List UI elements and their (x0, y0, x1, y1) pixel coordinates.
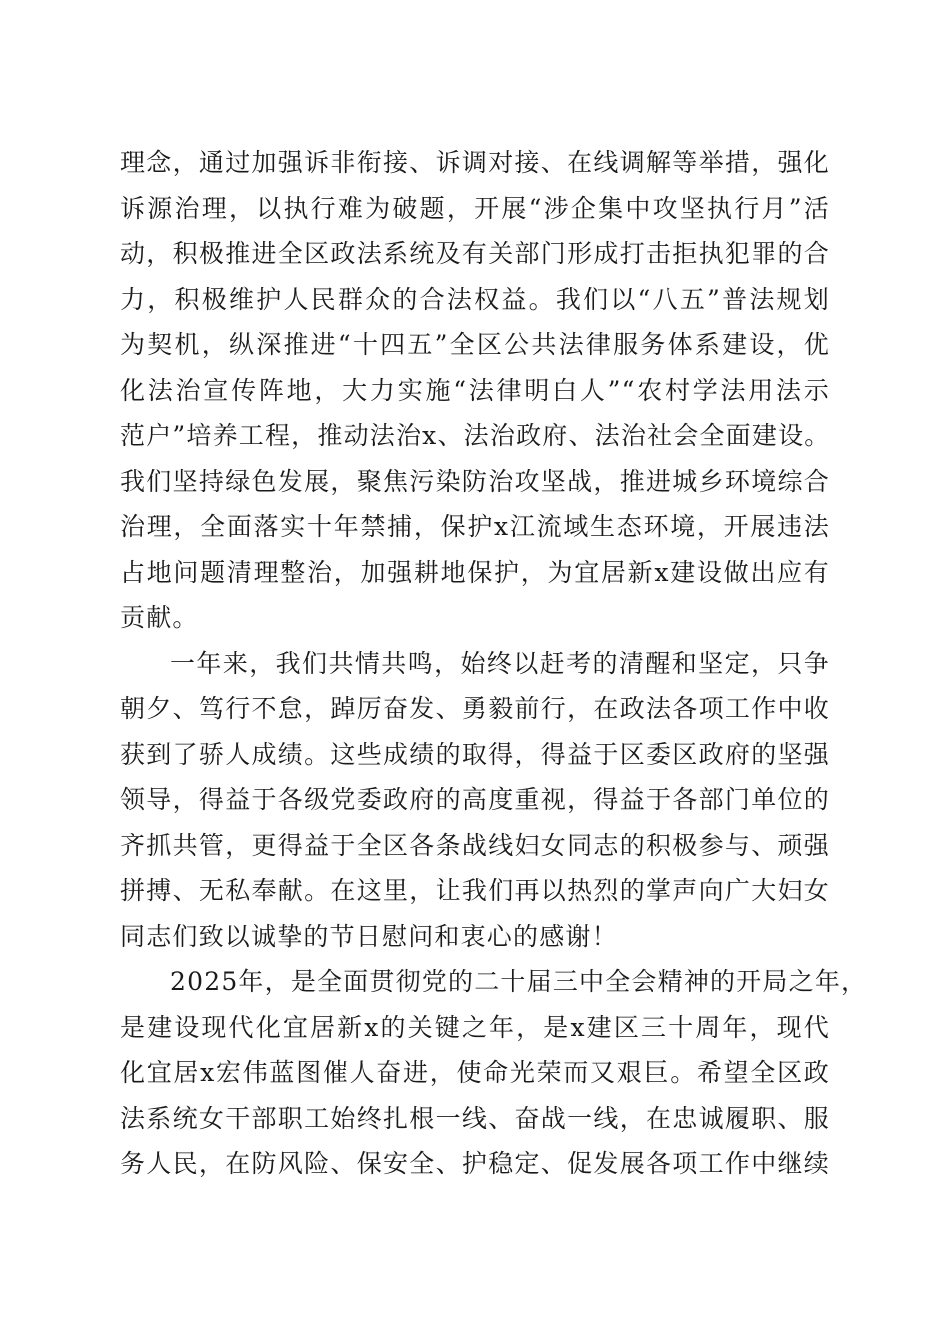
text-line: 拼搏、无私奉献。在这里，让我们再以热烈的掌声向广大妇女 (120, 876, 830, 905)
text-line: 法系统女干部职工始终扎根一线、奋战一线，在忠诚履职、服 (120, 1103, 830, 1133)
text-line: 贡献。 (120, 603, 199, 632)
text-line: 占地问题清理整治，加强耕地保护，为宜居新x建设做出应有 (120, 557, 830, 587)
text-line: 理念，通过加强诉非衔接、诉调对接、在线调解等举措，强化 (120, 148, 830, 177)
text-line: 同志们致以诚挚的节日慰问和衷心的感谢！ (120, 921, 618, 951)
text-line: 齐抓共管，更得益于全区各条战线妇女同志的积极参与、顽强 (120, 830, 830, 860)
text-line: 2025年，是全面贯彻党的二十届三中全会精神的开局之年， (170, 967, 868, 996)
paragraph-1 (120, 140, 830, 641)
text-line: 力，积极维护人民群众的合法权益。我们以“八五”普法规划 (120, 284, 830, 314)
paragraph-3 (120, 959, 868, 1187)
text-line: 务人民，在防风险、保安全、护稳定、促发展各项工作中继续 (120, 1149, 830, 1178)
text-line: 领导，得益于各级党委政府的高度重视，得益于各部门单位的 (120, 785, 830, 814)
text-line: 获到了骄人成绩。这些成绩的取得，得益于区委区政府的坚强 (120, 739, 830, 769)
text-line: 诉源治理，以执行难为破题，开展“涉企集中攻坚执行月”活 (120, 193, 830, 223)
text-line: 范户”培养工程，推动法治x、法治政府、法治社会全面建设。 (120, 421, 831, 450)
text-line: 动，积极推进全区政法系统及有关部门形成打击拒执犯罪的合 (120, 239, 830, 268)
text-line: 治理，全面落实十年禁捕，保护x江流域生态环境，开展违法 (120, 512, 830, 541)
text-line: 是建设现代化宜居新x的关键之年，是x建区三十周年，现代 (120, 1012, 830, 1042)
text-line: 为契机，纵深推进“十四五”全区公共法律服务体系建设，优 (120, 330, 830, 359)
paragraph-2 (120, 641, 830, 960)
text-line: 朝夕、笃行不怠，踔厉奋发、勇毅前行，在政法各项工作中收 (120, 694, 830, 723)
text-line: 我们坚持绿色发展，聚焦污染防治攻坚战，推进城乡环境综合 (120, 466, 830, 496)
text-line: 化法治宣传阵地，大力实施“法律明白人”“农村学法用法示 (120, 375, 830, 405)
text-line: 化宜居x宏伟蓝图催人奋进，使命光荣而又艰巨。希望全区政 (120, 1058, 830, 1087)
document-page (120, 140, 868, 1187)
text-line: 一年来，我们共情共鸣，始终以赶考的清醒和坚定，只争 (170, 648, 830, 678)
